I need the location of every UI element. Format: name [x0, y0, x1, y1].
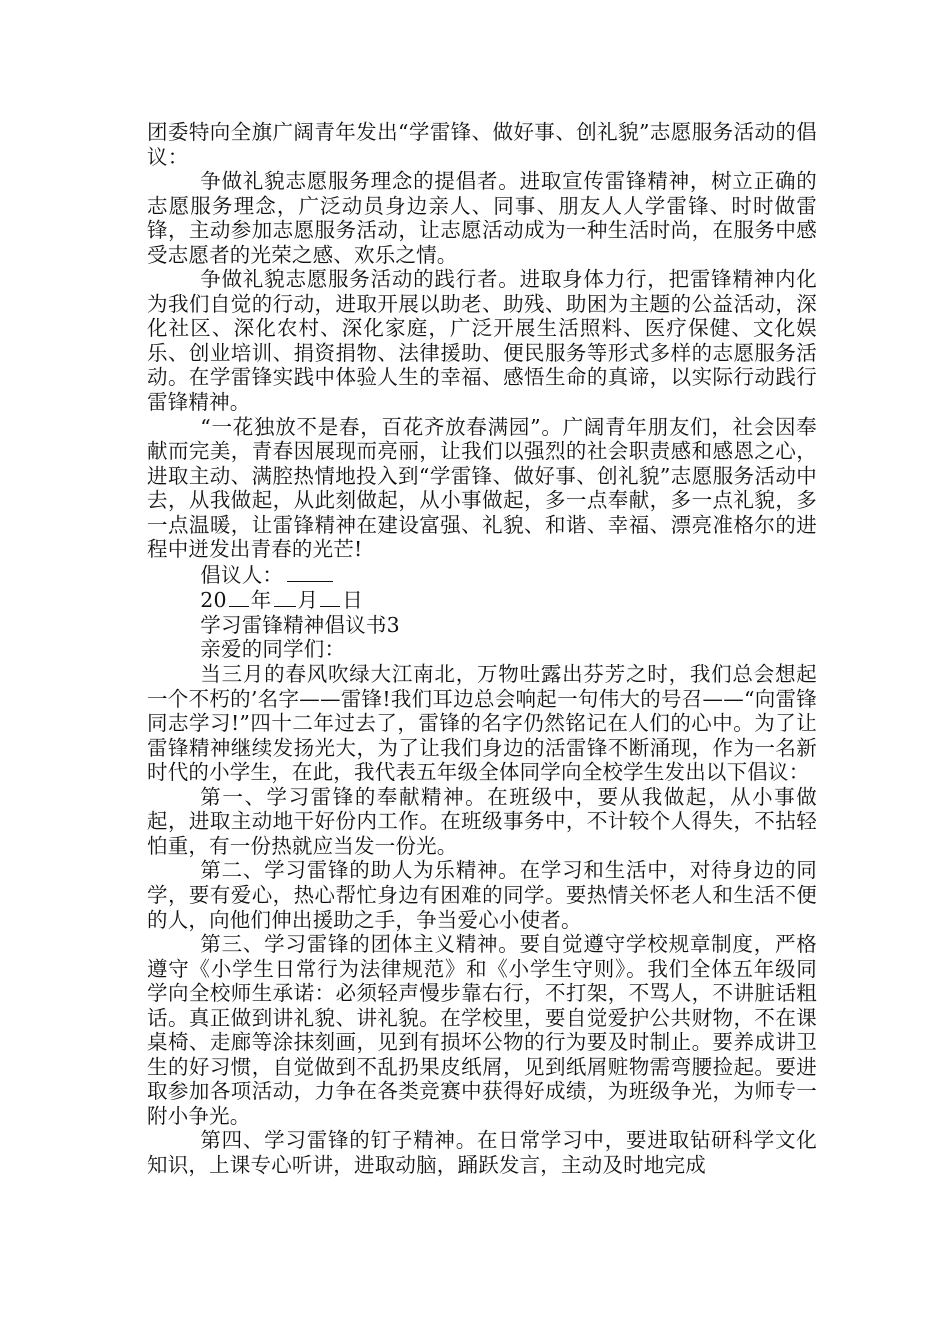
month-blank: [274, 587, 296, 607]
day-blank: [320, 587, 340, 607]
date-line: [147, 587, 817, 613]
body-paragraph-fourth: 第四、学习雷锋的钉子精神。在日常学习中，要进取钻研科学文化知识，上课专心听讲，进取动脑，踊跃发言，主动及时地完成: [147, 1128, 817, 1177]
paragraph-advocate: 争做礼貌志愿服务理念的提倡者。进取宣传雷锋精神，树立正确的志愿服务理念，广泛动员身边亲人、同事、朋友人人学雷锋、时时做雷锋，主动参加志愿服务活动，让志愿活动成为一种生活时尚，在服务中感受志愿者的光荣之感、欢乐之情。: [147, 169, 817, 267]
signature-label: 倡议人：: [200, 562, 284, 587]
section-title: 学习雷锋精神倡议书3: [200, 612, 400, 637]
date-day: 日: [342, 588, 363, 613]
year-blank: [229, 587, 249, 607]
body-paragraph-second: 第二、学习雷锋的助人为乐精神。在学习和生活中，对待身边的同学，要有爱心，热心帮忙身边有困难的同学。要热情关怀老人和生活不便的人，向他们伸出援助之手，争当爱心小使者。: [147, 858, 817, 932]
date-prefix: 20: [200, 588, 227, 613]
body-paragraph-opening: 当三月的春风吹绿大江南北，万物吐露出芬芳之时，我们总会想起一个不朽的’名字——雷锋!我们耳边总会响起一句伟大的号召——“向雷锋同志学习!”四十二年过去了，雷锋的名字仍然铭记在人们的心中。为了让雷锋精神继续发扬光大，为了让我们身边的活雷锋不断涌现，作为一名新时代的小学生，在此，我代表五年级全体同学向全校学生发出以下倡议：: [147, 662, 817, 785]
document-body: [147, 120, 817, 1178]
paragraph-intro: 团委特向全旗广阔青年发出“学雷锋、做好事、创礼貌”志愿服务活动的倡议：: [147, 120, 817, 169]
salutation: 亲爱的同学们：: [200, 637, 346, 662]
signature-line: [147, 562, 817, 588]
body-paragraph-third: 第三、学习雷锋的团体主义精神。要自觉遵守学校规章制度，严格遵守《小学生日常行为法律规范》和《小学生守则》。我们全体五年级同学向全校师生承诺：必须轻声慢步靠右行，不打架，不骂人，不讲脏话粗话。真正做到讲礼貌、讲礼貌。在学校里，要自觉爱护公共财物，不在课桌椅、走廊等涂抹刻画，见到有损坏公物的行为要及时制止。要养成讲卫生的好习惯，自觉做到不乱扔果皮纸屑，见到纸屑赃物需弯腰捡起。要进取参加各项活动，力争在各类竞赛中获得好成绩，为班级争光，为师专一附小争光。: [147, 932, 817, 1128]
date-year: 年: [250, 588, 272, 613]
date-month: 月: [297, 588, 319, 613]
body-paragraph-first: 第一、学习雷锋的奉献精神。在班级中，要从我做起，从小事做起，进取主动地干好份内工作。在班级事务中，不计较个人得失，不拈轻怕重，有一份热就应当发一份光。: [147, 784, 817, 858]
paragraph-closing: “一花独放不是春，百花齐放春满园”。广阔青年朋友们，社会因奉献而完美，青春因展现而亮丽，让我们以强烈的社会职责感和感恩之心，进取主动、满腔热情地投入到“学雷锋、做好事、创礼貌”志愿服务活动中去，从我做起，从此刻做起，从小事做起，多一点奉献，多一点礼貌，多一点温暖，让雷锋精神在建设富强、礼貌、和谐、幸福、漂亮准格尔的进程中迸发出青春的光芒!: [147, 414, 817, 562]
signature-blank: [287, 562, 333, 582]
paragraph-practitioner: 争做礼貌志愿服务活动的践行者。进取身体力行，把雷锋精神内化为我们自觉的行动，进取开展以助老、助残、助困为主题的公益活动，深化社区、深化农村、深化家庭，广泛开展生活照料、医疗保健、文化娱乐、创业培训、捐资捐物、法律援助、便民服务等形式多样的志愿服务活动。在学雷锋实践中体验人生的幸福、感悟生命的真谛，以实际行动践行雷锋精神。: [147, 267, 817, 415]
